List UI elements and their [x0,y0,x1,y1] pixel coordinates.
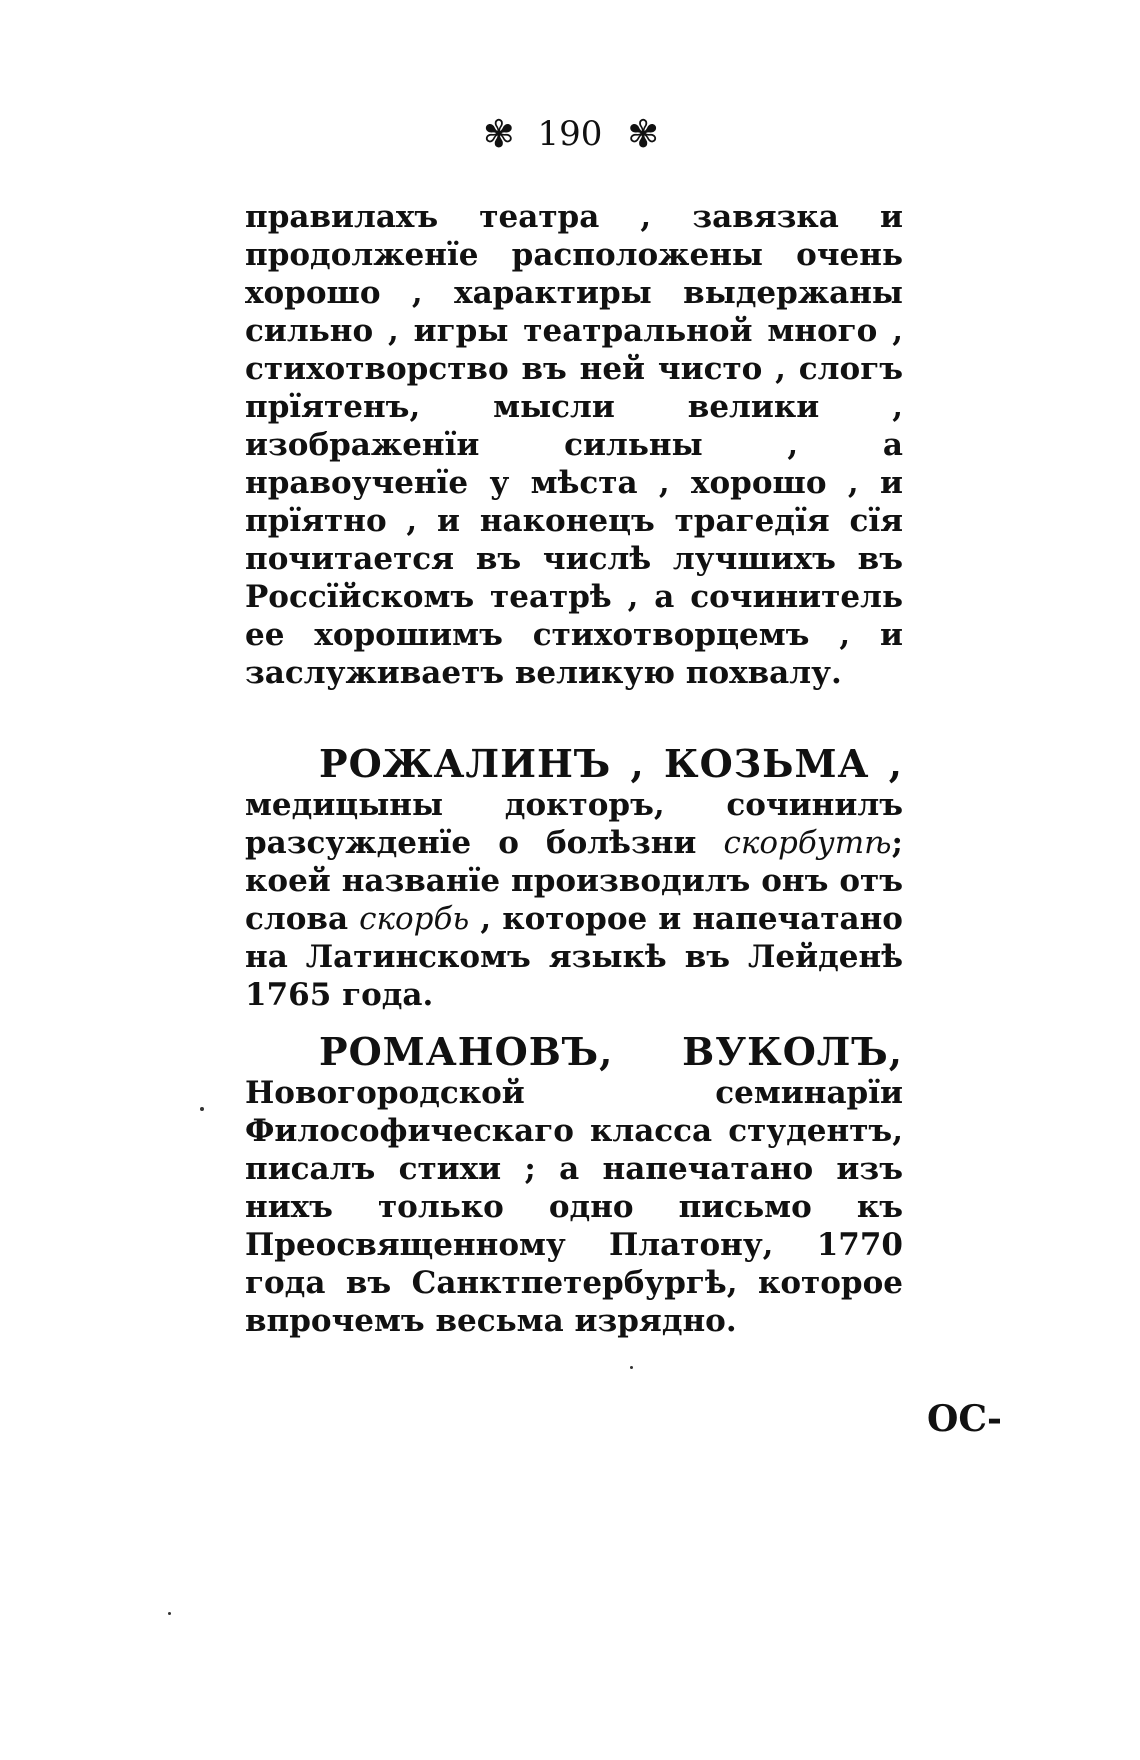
print-speck [630,1366,633,1369]
print-speck [200,1107,204,1111]
entry-text: ; коей названїе производилъ онъ отъ слова [245,825,903,937]
entry-rozhalin [245,741,903,1014]
entry-headword: РОМАНОВЪ, ВУКОЛЪ, [319,1029,903,1074]
page-number: 190 [537,114,603,154]
entry-text: Новогородской семинарїи Философическаго класса студентъ, писалъ стихи ; а напечатано изъ нихъ только одно письмо къ Преосвященному Платону, 1770 года въ Санктпетербургѣ, которое впрочемъ весьма изрядно. [245,1075,903,1339]
entry-text: медицыны докторъ, сочинилъ разсужденїе о болѣзни [245,787,903,861]
italic-term: скорбь [359,901,470,937]
left-ornament-icon: ✾ [482,112,513,156]
italic-term: скорбутѣ [723,825,892,861]
paragraph-text: правилахъ театра , завязка и продолженїе расположены очень хорошо , характиры выдержаны сильно , игры театральной много , стихотворство въ ней чисто , слогъ прїятенъ, мысли велики , изображенїи сильны , а нравоученїе у мѣста , хорошо , и прїятно , и наконецъ трагедїя сїя почитается въ числѣ лучшихъ въ Россїйскомъ театрѣ , а сочинитель ее хорошимъ стихотворцемъ , и заслуживаетъ великую похвалу. [245,199,903,691]
entry-romanov [245,1029,903,1340]
entry-headword: РОЖАЛИНЪ , КОЗЬМА , [319,741,903,786]
paragraph-continuation [245,198,903,692]
entry-text: , которое и напечатано на Латинскомъ языкѣ въ Лейденѣ 1765 года. [245,901,903,1013]
print-speck [168,1612,171,1615]
right-ornament-icon: ✾ [627,112,658,156]
catchword: ОС- [927,1398,1002,1440]
page-header [0,112,1140,154]
